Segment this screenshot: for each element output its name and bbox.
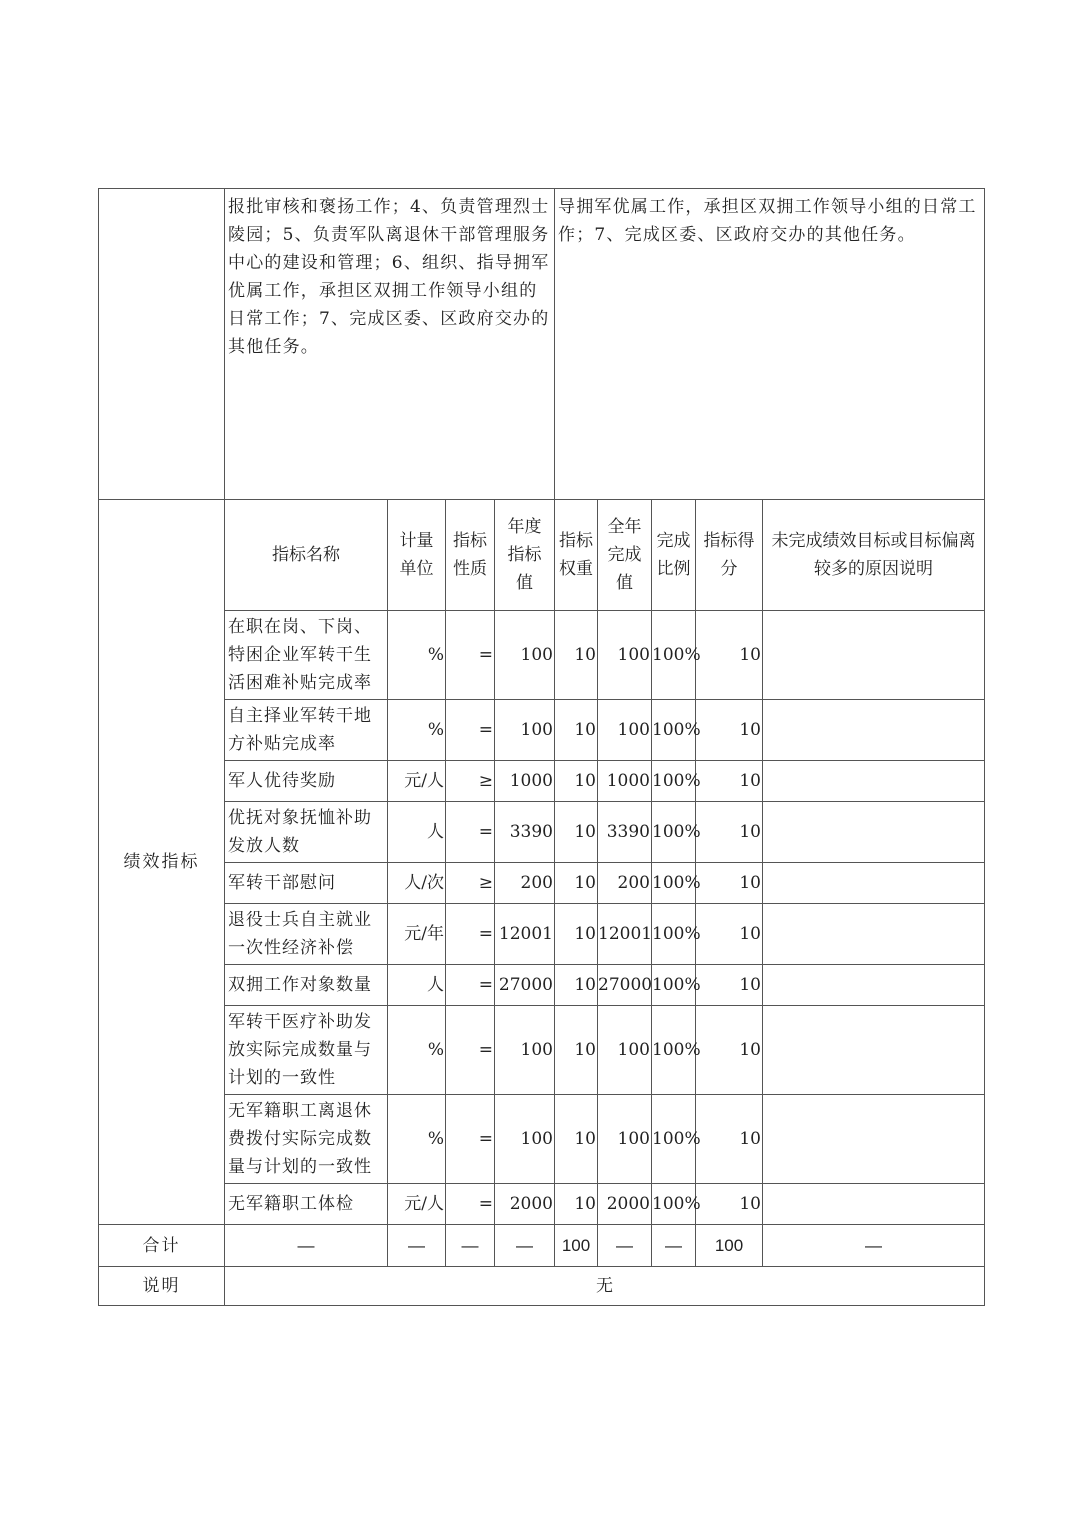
row-annual: 12001 bbox=[495, 904, 555, 965]
total-reason: — bbox=[763, 1225, 985, 1267]
table-row bbox=[99, 965, 985, 1006]
row-unit: % bbox=[388, 1095, 446, 1184]
header-weight-text: 指标权重 bbox=[559, 531, 593, 579]
header-done-text: 全年完成值 bbox=[607, 517, 642, 593]
row-annual: 100 bbox=[495, 611, 555, 700]
row-reason bbox=[763, 761, 985, 802]
header-annual bbox=[495, 500, 555, 611]
header-ratio-text: 完成比例 bbox=[656, 531, 691, 579]
row-reason bbox=[763, 1095, 985, 1184]
row-unit: 元/人 bbox=[388, 1184, 446, 1225]
row-score: 10 bbox=[696, 1006, 763, 1095]
row-weight: 10 bbox=[555, 863, 598, 904]
row-annual: 2000 bbox=[495, 1184, 555, 1225]
row-done: 1000 bbox=[598, 761, 652, 802]
table-row bbox=[99, 863, 985, 904]
row-annual: 1000 bbox=[495, 761, 555, 802]
table-row bbox=[99, 611, 985, 700]
row-weight: 10 bbox=[555, 611, 598, 700]
row-unit: 元/人 bbox=[388, 761, 446, 802]
table-row bbox=[99, 1184, 985, 1225]
row-name: 军转干部慰问 bbox=[225, 863, 388, 904]
row-done: 3390 bbox=[598, 802, 652, 863]
row-name: 自主择业军转干地方补贴完成率 bbox=[225, 700, 388, 761]
header-name: 指标名称 bbox=[225, 500, 388, 611]
header-unit bbox=[388, 500, 446, 611]
table-row bbox=[99, 700, 985, 761]
row-annual: 3390 bbox=[495, 802, 555, 863]
header-unit-text: 计量单位 bbox=[399, 531, 434, 579]
header-nature-text: 指标性质 bbox=[453, 531, 487, 579]
row-unit: % bbox=[388, 1006, 446, 1095]
row-annual: 100 bbox=[495, 1006, 555, 1095]
header-score bbox=[696, 500, 763, 611]
total-name: — bbox=[225, 1225, 388, 1267]
note-label: 说明 bbox=[99, 1267, 225, 1306]
row-weight: 10 bbox=[555, 1095, 598, 1184]
row-score: 10 bbox=[696, 611, 763, 700]
row-weight: 10 bbox=[555, 1006, 598, 1095]
row-reason bbox=[763, 1006, 985, 1095]
row-annual: 200 bbox=[495, 863, 555, 904]
row-reason bbox=[763, 1184, 985, 1225]
row-unit: 人 bbox=[388, 965, 446, 1006]
row-ratio: 100% bbox=[652, 802, 696, 863]
row-done: 2000 bbox=[598, 1184, 652, 1225]
row-ratio: 100% bbox=[652, 611, 696, 700]
row-name: 在职在岗、下岗、特困企业军转干生活困难补贴完成率 bbox=[225, 611, 388, 700]
row-done: 100 bbox=[598, 700, 652, 761]
row-annual: 27000 bbox=[495, 965, 555, 1006]
row-reason bbox=[763, 904, 985, 965]
row-score: 10 bbox=[696, 700, 763, 761]
row-score: 10 bbox=[696, 1184, 763, 1225]
header-done bbox=[598, 500, 652, 611]
header-ratio bbox=[652, 500, 696, 611]
row-name: 军转干医疗补助发放实际完成数量与计划的一致性 bbox=[225, 1006, 388, 1095]
total-label: 合计 bbox=[99, 1225, 225, 1267]
header-row bbox=[99, 500, 985, 611]
row-ratio: 100% bbox=[652, 1006, 696, 1095]
row-weight: 10 bbox=[555, 802, 598, 863]
row-reason bbox=[763, 700, 985, 761]
section-label: 绩效指标 bbox=[99, 500, 225, 1225]
row-done: 100 bbox=[598, 1006, 652, 1095]
total-ratio: — bbox=[652, 1225, 696, 1267]
row-name: 优抚对象抚恤补助发放人数 bbox=[225, 802, 388, 863]
header-nature bbox=[446, 500, 495, 611]
note-value: 无 bbox=[225, 1267, 985, 1306]
row-done: 100 bbox=[598, 1095, 652, 1184]
table-row bbox=[99, 1006, 985, 1095]
row-nature: ≥ bbox=[446, 761, 495, 802]
row-ratio: 100% bbox=[652, 1095, 696, 1184]
row-weight: 10 bbox=[555, 904, 598, 965]
row-unit: % bbox=[388, 611, 446, 700]
row-nature: ≥ bbox=[446, 863, 495, 904]
row-reason bbox=[763, 802, 985, 863]
header-reason bbox=[763, 500, 985, 611]
row-ratio: 100% bbox=[652, 761, 696, 802]
row-weight: 10 bbox=[555, 965, 598, 1006]
row-unit: 人 bbox=[388, 802, 446, 863]
row-name: 无军籍职工离退休费拨付实际完成数量与计划的一致性 bbox=[225, 1095, 388, 1184]
row-unit: 元/年 bbox=[388, 904, 446, 965]
note-row bbox=[99, 1267, 985, 1306]
header-reason-text: 未完成绩效目标或目标偏离较多的原因说明 bbox=[771, 531, 976, 579]
duties-text-right: 导拥军优属工作，承担区双拥工作领导小组的日常工作；7、完成区委、区政府交办的其他任务。 bbox=[555, 189, 985, 500]
row-nature: = bbox=[446, 802, 495, 863]
row-weight: 10 bbox=[555, 761, 598, 802]
row-unit: % bbox=[388, 700, 446, 761]
table-row bbox=[99, 802, 985, 863]
row-weight: 10 bbox=[555, 700, 598, 761]
duties-text-left: 报批审核和褒扬工作；4、负责管理烈士陵园；5、负责军队离退休干部管理服务中心的建设和管理；6、组织、指导拥军优属工作，承担区双拥工作领导小组的日常工作；7、完成区委、区政府交办的其他任务。 bbox=[225, 189, 555, 500]
row-done: 27000 bbox=[598, 965, 652, 1006]
row-ratio: 100% bbox=[652, 1184, 696, 1225]
row-score: 10 bbox=[696, 1095, 763, 1184]
row-score: 10 bbox=[696, 965, 763, 1006]
row-score: 10 bbox=[696, 761, 763, 802]
table-row bbox=[99, 904, 985, 965]
row-done: 12001 bbox=[598, 904, 652, 965]
table-row bbox=[99, 1095, 985, 1184]
row-unit: 人/次 bbox=[388, 863, 446, 904]
row-name: 军人优待奖励 bbox=[225, 761, 388, 802]
row-ratio: 100% bbox=[652, 863, 696, 904]
total-score: 100 bbox=[696, 1225, 763, 1267]
row-name: 双拥工作对象数量 bbox=[225, 965, 388, 1006]
row-name: 退役士兵自主就业一次性经济补偿 bbox=[225, 904, 388, 965]
row-name: 无军籍职工体检 bbox=[225, 1184, 388, 1225]
row-reason bbox=[763, 965, 985, 1006]
row-ratio: 100% bbox=[652, 700, 696, 761]
row-ratio: 100% bbox=[652, 904, 696, 965]
header-weight bbox=[555, 500, 598, 611]
total-nature: — bbox=[446, 1225, 495, 1267]
total-weight: 100 bbox=[555, 1225, 598, 1267]
row-annual: 100 bbox=[495, 1095, 555, 1184]
row-nature: = bbox=[446, 904, 495, 965]
header-score-text: 指标得分 bbox=[703, 531, 755, 579]
row-reason bbox=[763, 863, 985, 904]
row-score: 10 bbox=[696, 904, 763, 965]
total-annual: — bbox=[495, 1225, 555, 1267]
table-row bbox=[99, 761, 985, 802]
top-section-row bbox=[99, 189, 985, 500]
row-nature: = bbox=[446, 1184, 495, 1225]
row-done: 200 bbox=[598, 863, 652, 904]
total-row bbox=[99, 1225, 985, 1267]
row-annual: 100 bbox=[495, 700, 555, 761]
row-weight: 10 bbox=[555, 1184, 598, 1225]
header-annual-text: 年度指标值 bbox=[507, 517, 542, 593]
row-ratio: 100% bbox=[652, 965, 696, 1006]
row-nature: = bbox=[446, 1006, 495, 1095]
row-nature: = bbox=[446, 1095, 495, 1184]
total-done: — bbox=[598, 1225, 652, 1267]
performance-table bbox=[98, 188, 985, 1306]
row-nature: = bbox=[446, 611, 495, 700]
row-nature: = bbox=[446, 700, 495, 761]
total-unit: — bbox=[388, 1225, 446, 1267]
row-reason bbox=[763, 611, 985, 700]
row-score: 10 bbox=[696, 863, 763, 904]
top-empty-cell bbox=[99, 189, 225, 500]
row-score: 10 bbox=[696, 802, 763, 863]
row-nature: = bbox=[446, 965, 495, 1006]
row-done: 100 bbox=[598, 611, 652, 700]
